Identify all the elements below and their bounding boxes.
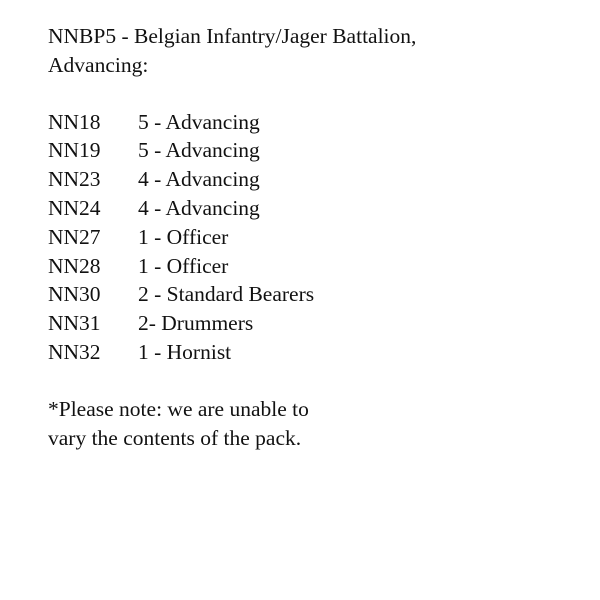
item-code: NN27 <box>48 224 101 249</box>
item-description: 2 - Standard Bearers <box>138 282 315 307</box>
item-code: NN24 <box>48 195 101 220</box>
pack-note <box>48 395 588 453</box>
list-item <box>48 223 588 252</box>
pack-note-line-1: *Please note: we are unable to <box>48 396 309 421</box>
pack-note-line-2: vary the contents of the pack. <box>48 425 302 450</box>
item-description: 4 - Advancing <box>138 167 260 192</box>
item-description: 5 - Advancing <box>138 109 260 134</box>
list-item <box>48 252 588 281</box>
pack-title <box>48 22 588 80</box>
list-item <box>48 108 588 137</box>
pack-title-line-1: NNBP5 - Belgian Infantry/Jager Battalion, <box>48 24 417 48</box>
pack-contents-list <box>48 108 588 367</box>
list-item <box>48 338 588 367</box>
item-description: 1 - Officer <box>138 253 229 278</box>
item-description: 4 - Advancing <box>138 195 260 220</box>
pack-title-line-2: Advancing: <box>48 52 149 77</box>
list-item <box>48 309 588 338</box>
list-item <box>48 280 588 309</box>
item-description: 1 - Officer <box>138 224 229 249</box>
item-description: 2- Drummers <box>138 311 254 336</box>
item-code: NN32 <box>48 339 101 364</box>
list-item <box>48 136 588 165</box>
item-code: NN18 <box>48 109 101 134</box>
item-code: NN19 <box>48 138 101 163</box>
product-description <box>48 22 588 452</box>
item-code: NN23 <box>48 167 101 192</box>
list-item <box>48 165 588 194</box>
item-code: NN31 <box>48 311 101 336</box>
item-description: 1 - Hornist <box>138 339 232 364</box>
item-code: NN30 <box>48 282 101 307</box>
list-item <box>48 194 588 223</box>
item-description: 5 - Advancing <box>138 138 260 163</box>
item-code: NN28 <box>48 253 101 278</box>
